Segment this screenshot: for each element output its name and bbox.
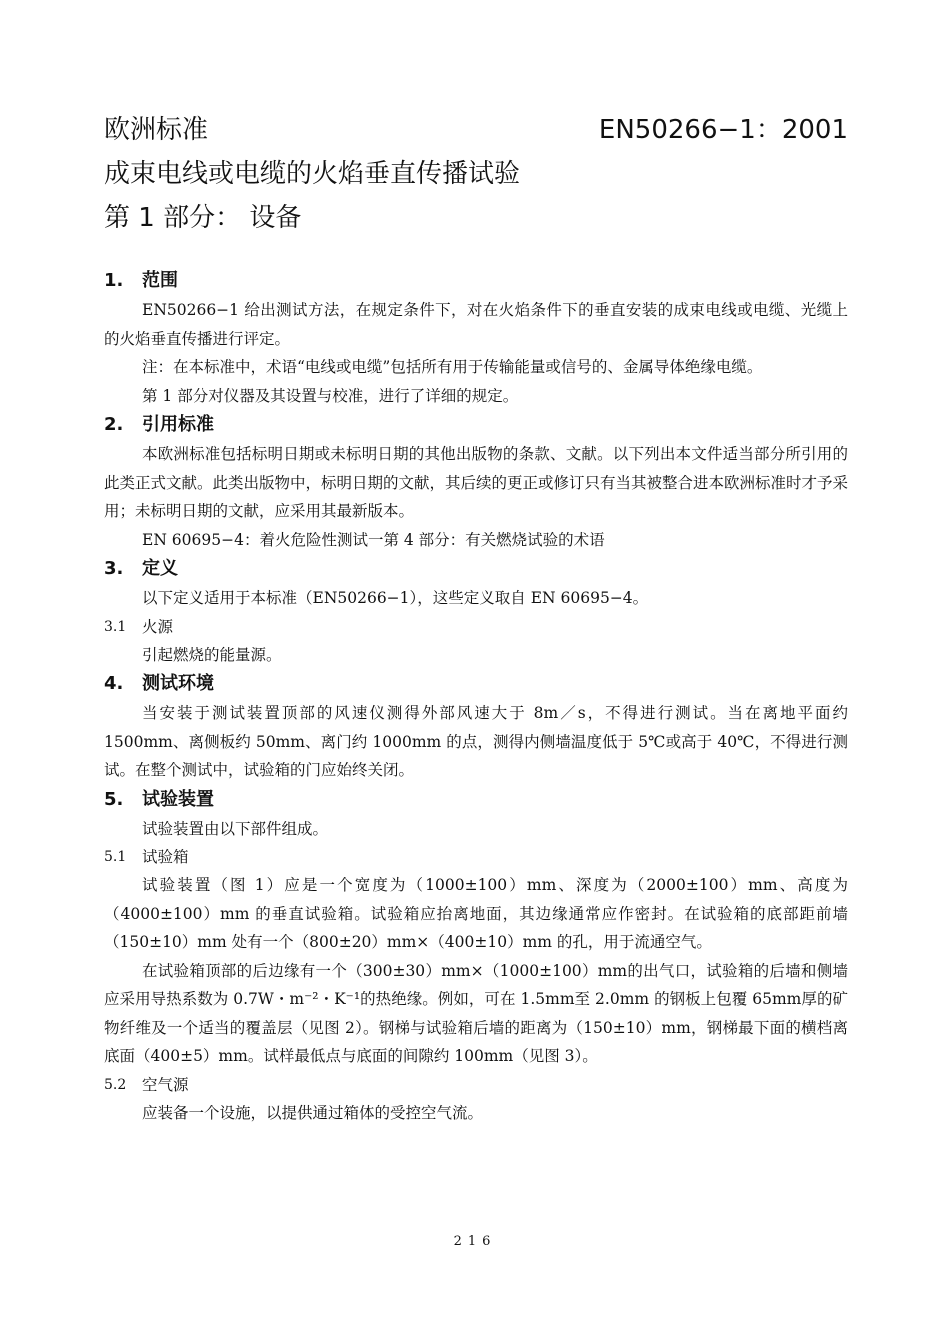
page-number: 216 xyxy=(453,1234,497,1249)
section-title: 范围 xyxy=(142,270,178,291)
paragraph: 本欧洲标准包括标明日期或未标明日期的其他出版物的条款、文献。以下列出本文件适当部分所引用的此类正式文献。此类出版物中，标明日期的文献，其后续的更正或修订只有当其被整合进本欧洲标准时才予采用；未标明日期的文献，应采用其最新版本。 xyxy=(104,445,849,520)
section-title: 测试环境 xyxy=(142,673,214,694)
document-title: 成束电线或电缆的火焰垂直传播试验 xyxy=(104,159,521,189)
paragraph: 试验装置由以下部件组成。 xyxy=(142,819,329,838)
section-number: 3. xyxy=(104,558,124,579)
section-heading-references xyxy=(104,410,848,440)
section-heading-definitions xyxy=(104,554,848,584)
paragraph: 第 1 部分对仪器及其设置与校准，进行了详细的规定。 xyxy=(142,386,519,405)
standard-code: EN50266−1：2001 xyxy=(598,115,848,145)
subsection-number: 3.1 xyxy=(104,618,127,635)
subsection-heading xyxy=(104,1071,848,1099)
paragraph: 应装备一个设施，以提供通过箱体的受控空气流。 xyxy=(142,1103,484,1122)
paragraph: 当安装于测试装置顶部的风速仪测得外部风速大于 8m／s，不得进行测试。当在离地平面约 1500mm、离侧板约 50mm、离门约 1000mm 的点，测得内侧墙温度低于 5℃或高于 40℃，不得进行测试。在整个测试中，试验箱的门应始终关闭。 xyxy=(104,704,848,779)
title-row xyxy=(104,108,848,152)
section-heading-environment xyxy=(104,669,848,699)
note-paragraph: 注：在本标准中，术语“电线或电缆”包括所有用于传输能量或信号的、金属导体绝缘电缆。 xyxy=(142,358,763,376)
section-heading-apparatus xyxy=(104,785,848,815)
subsection-number: 5.1 xyxy=(104,849,127,865)
standard-label: 欧洲标准 xyxy=(104,115,209,145)
paragraph: 引起燃烧的能量源。 xyxy=(142,645,282,664)
section-title: 试验装置 xyxy=(142,788,214,810)
section-number: 1. xyxy=(104,270,124,291)
document-part-title: 第 1 部分： 设备 xyxy=(104,203,302,233)
paragraph: 在试验箱顶部的后边缘有一个（300±30）mm×（1000±100）mm的出气口，试验箱的后墙和侧墙应采用导热系数为 0.7W・m⁻²・K⁻¹的热绝缘。例如，可在 1.5mm至 2.0mm 的钢板上包覆 65mm厚的矿物纤维及一个适当的覆盖层（见图 2）。钢梯与试验箱后墙的距离为（150±10）mm，钢梯最下面的横档离底面（400±5）mm。试样最低点与底面的间隙约 100mm（见图 3）。 xyxy=(104,961,848,1065)
subsection-heading xyxy=(104,843,848,871)
section-number: 2. xyxy=(104,414,124,435)
paragraph: 试验装置（图 1）应是一个宽度为（1000±100）mm、深度为（2000±100）mm、高度为（4000±100）mm 的垂直试验箱。试验箱应抬离地面，其边缘通常应作密封。在试验箱的底部距前墙（150±10）mm 处有一个（800±20）mm×（400±10）mm 的孔，用于流通空气。 xyxy=(104,876,848,951)
section-number: 5. xyxy=(104,788,124,810)
document-page xyxy=(104,108,848,1127)
subsection-title: 火源 xyxy=(142,617,174,636)
subsection-heading xyxy=(104,613,848,641)
paragraph: 以下定义适用于本标准（EN50266−1），这些定义取自 EN 60695−4。 xyxy=(142,589,649,607)
section-heading-scope xyxy=(104,266,848,296)
paragraph: EN50266−1 给出测试方法，在规定条件下，对在火焰条件下的垂直安装的成束电线或电缆、光缆上的火焰垂直传播进行评定。 xyxy=(104,301,848,348)
section-title: 定义 xyxy=(142,558,178,579)
subsection-number: 5.2 xyxy=(104,1076,127,1093)
section-number: 4. xyxy=(104,673,124,694)
subsection-title: 空气源 xyxy=(142,1075,189,1094)
subsection-title: 试验箱 xyxy=(142,848,189,866)
reference-entry: EN 60695−4：着火危险性测试一第 4 部分：有关燃烧试验的术语 xyxy=(142,530,605,549)
section-title: 引用标准 xyxy=(142,414,214,435)
